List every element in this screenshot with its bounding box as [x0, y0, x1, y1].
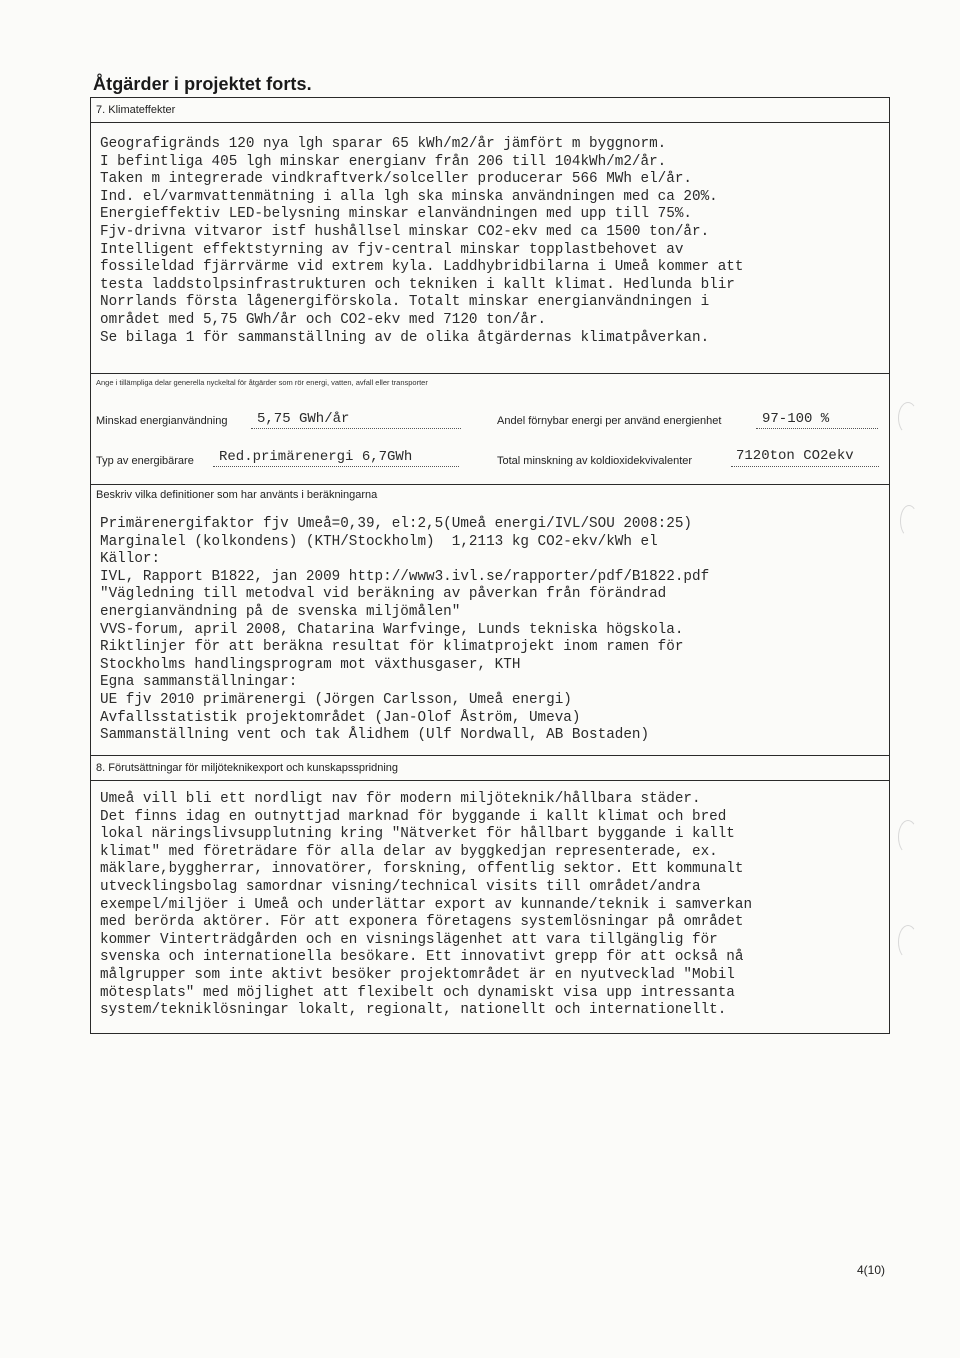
energy-carrier-underline — [213, 466, 459, 467]
scan-artifact — [900, 505, 918, 537]
divider — [91, 755, 889, 756]
renewable-share-label: Andel förnybar energi per använd energienhet — [497, 415, 722, 427]
scan-artifact — [898, 820, 918, 854]
renewable-share-underline — [756, 428, 878, 429]
scan-artifact — [898, 402, 918, 434]
section-7-title: 7. Klimateffekter — [96, 104, 176, 116]
page-number: 4(10) — [857, 1263, 886, 1277]
section-8-title: 8. Förutsättningar för miljöteknikexport och kunskapsspridning — [96, 762, 399, 774]
divider — [91, 122, 889, 123]
divider — [91, 484, 889, 485]
co2-reduction-label: Total minskning av koldioxidekvivalenter — [497, 455, 693, 467]
co2-reduction-underline — [731, 466, 879, 467]
co2-reduction-value: 7120ton CO2ekv — [736, 448, 854, 464]
indicators-instruction: Ange i tillämpliga delar generella nyckeltal för åtgärder som rör energi, vatten, avfall eller transporter — [96, 378, 428, 387]
section-7-text: Geografigränds 120 nya lgh sparar 65 kWh/m2/år jämfört m byggnorm. I befintliga 405 lgh minskar energianv från 206 till 104kWh/m2/år. Taken m integrerade vindkraftverk/solceller producerar 566 MWh el/år. Ind. el/varmvattenmätning i alla lgh ska minska användningen med ca 20%. Energieffektiv LED-belysning minskar elanvändningen med upp till 75%. Fjv-drivna vitvaror istf hushållsel minskar CO2-ekv med ca 1500 ton/år. Intelligent effektstyrning av fjv-central minskar topplastbehovet av fossileldad fjärrvärme vid extrem kyla. Laddhybridbilarna i Umeå kommer att testa laddstolpsinfrastrukturen och tekniken i kallt klimat. Hedlunda blir Norrlands första lågenergiförskola. Totalt minskar energianvändningen i området med 5,75 GWh/år och CO2-ekv med 7120 ton/år. Se bilaga 1 för sammanställning av de olika åtgärdernas klimatpåverkan. — [100, 136, 744, 346]
reduced-energy-value: 5,75 GWh/år — [257, 411, 350, 427]
page-heading: Åtgärder i projektet forts. — [93, 74, 312, 94]
section-8-text: Umeå vill bli ett nordligt nav för modern miljöteknik/hållbara städer. Det finns idag en outnyttjad marknad för byggande i kallt klimat och bred lokal näringslivsupplutning kring "Nätverket för hållbart byggande i kallt klimat" med företrädare för alla delar av byggkedjan representerade, ex. mäklare,byggherrar, innovatörer, forskning, offentlig sektor. Ett kommunalt utvecklingsbolag samordnar visning/technical visits till området/andra exempel/miljöer i Umeå och underlättar export av kunnande/teknik i samverkan med berörda aktörer. För att exponera företagens systemlösningar på området kommer Vinterträdgården och en visningslägenhet att vara tillgänglig för svenska och internationella besökare. Ett innovativt grepp för att också nå målgrupper som inte aktivt besöker projektområdet är en nyutvecklad "Mobil mötesplats" med möjlighet att flexibelt och dynamiskt visa upp intressanta system/tekniklösningar lokalt, regionalt, nationellt och internationellt. — [100, 791, 753, 1019]
definitions-text: Primärenergifaktor fjv Umeå=0,39, el:2,5(Umeå energi/IVL/SOU 2008:25) Marginalel (kolkondens) (KTH/Stockholm) 1,2113 kg CO2-ekv/kWh el Källor: IVL, Rapport B1822, jan 2009 http://www3.ivl.se/rapporter/pdf/B1822.pdf "Vägledning till metodval vid beräkning av påverkan från förändrad energianvändning på de svenska miljömålen" VVS-forum, april 2008, Chatarina Warfvinge, Lunds tekniska högskola. Riktlinjer för att beräkna resultat för klimatprojekt inom ramen för Stockholms handlingsprogram mot växthusgaser, KTH Egna sammanställningar: UE fjv 2010 primärenergi (Jörgen Carlsson, Umeå energi) Avfallsstatistik projektområdet (Jan-Olof Åström, Umeva) Sammanställning vent och tak Ålidhem (Ulf Nordwall, AB Bostaden) — [100, 516, 710, 744]
reduced-energy-underline — [251, 428, 461, 429]
reduced-energy-label: Minskad energianvändning — [96, 415, 228, 427]
renewable-share-value: 97-100 % — [762, 411, 830, 427]
divider — [91, 780, 889, 781]
scan-artifact — [898, 925, 918, 959]
divider — [91, 373, 889, 374]
definitions-title: Beskriv vilka definitioner som har använts i beräkningarna — [96, 489, 378, 501]
energy-carrier-label: Typ av energibärare — [96, 455, 194, 467]
energy-carrier-value: Red.primärenergi 6,7GWh — [219, 449, 413, 465]
project-form — [90, 97, 890, 1034]
